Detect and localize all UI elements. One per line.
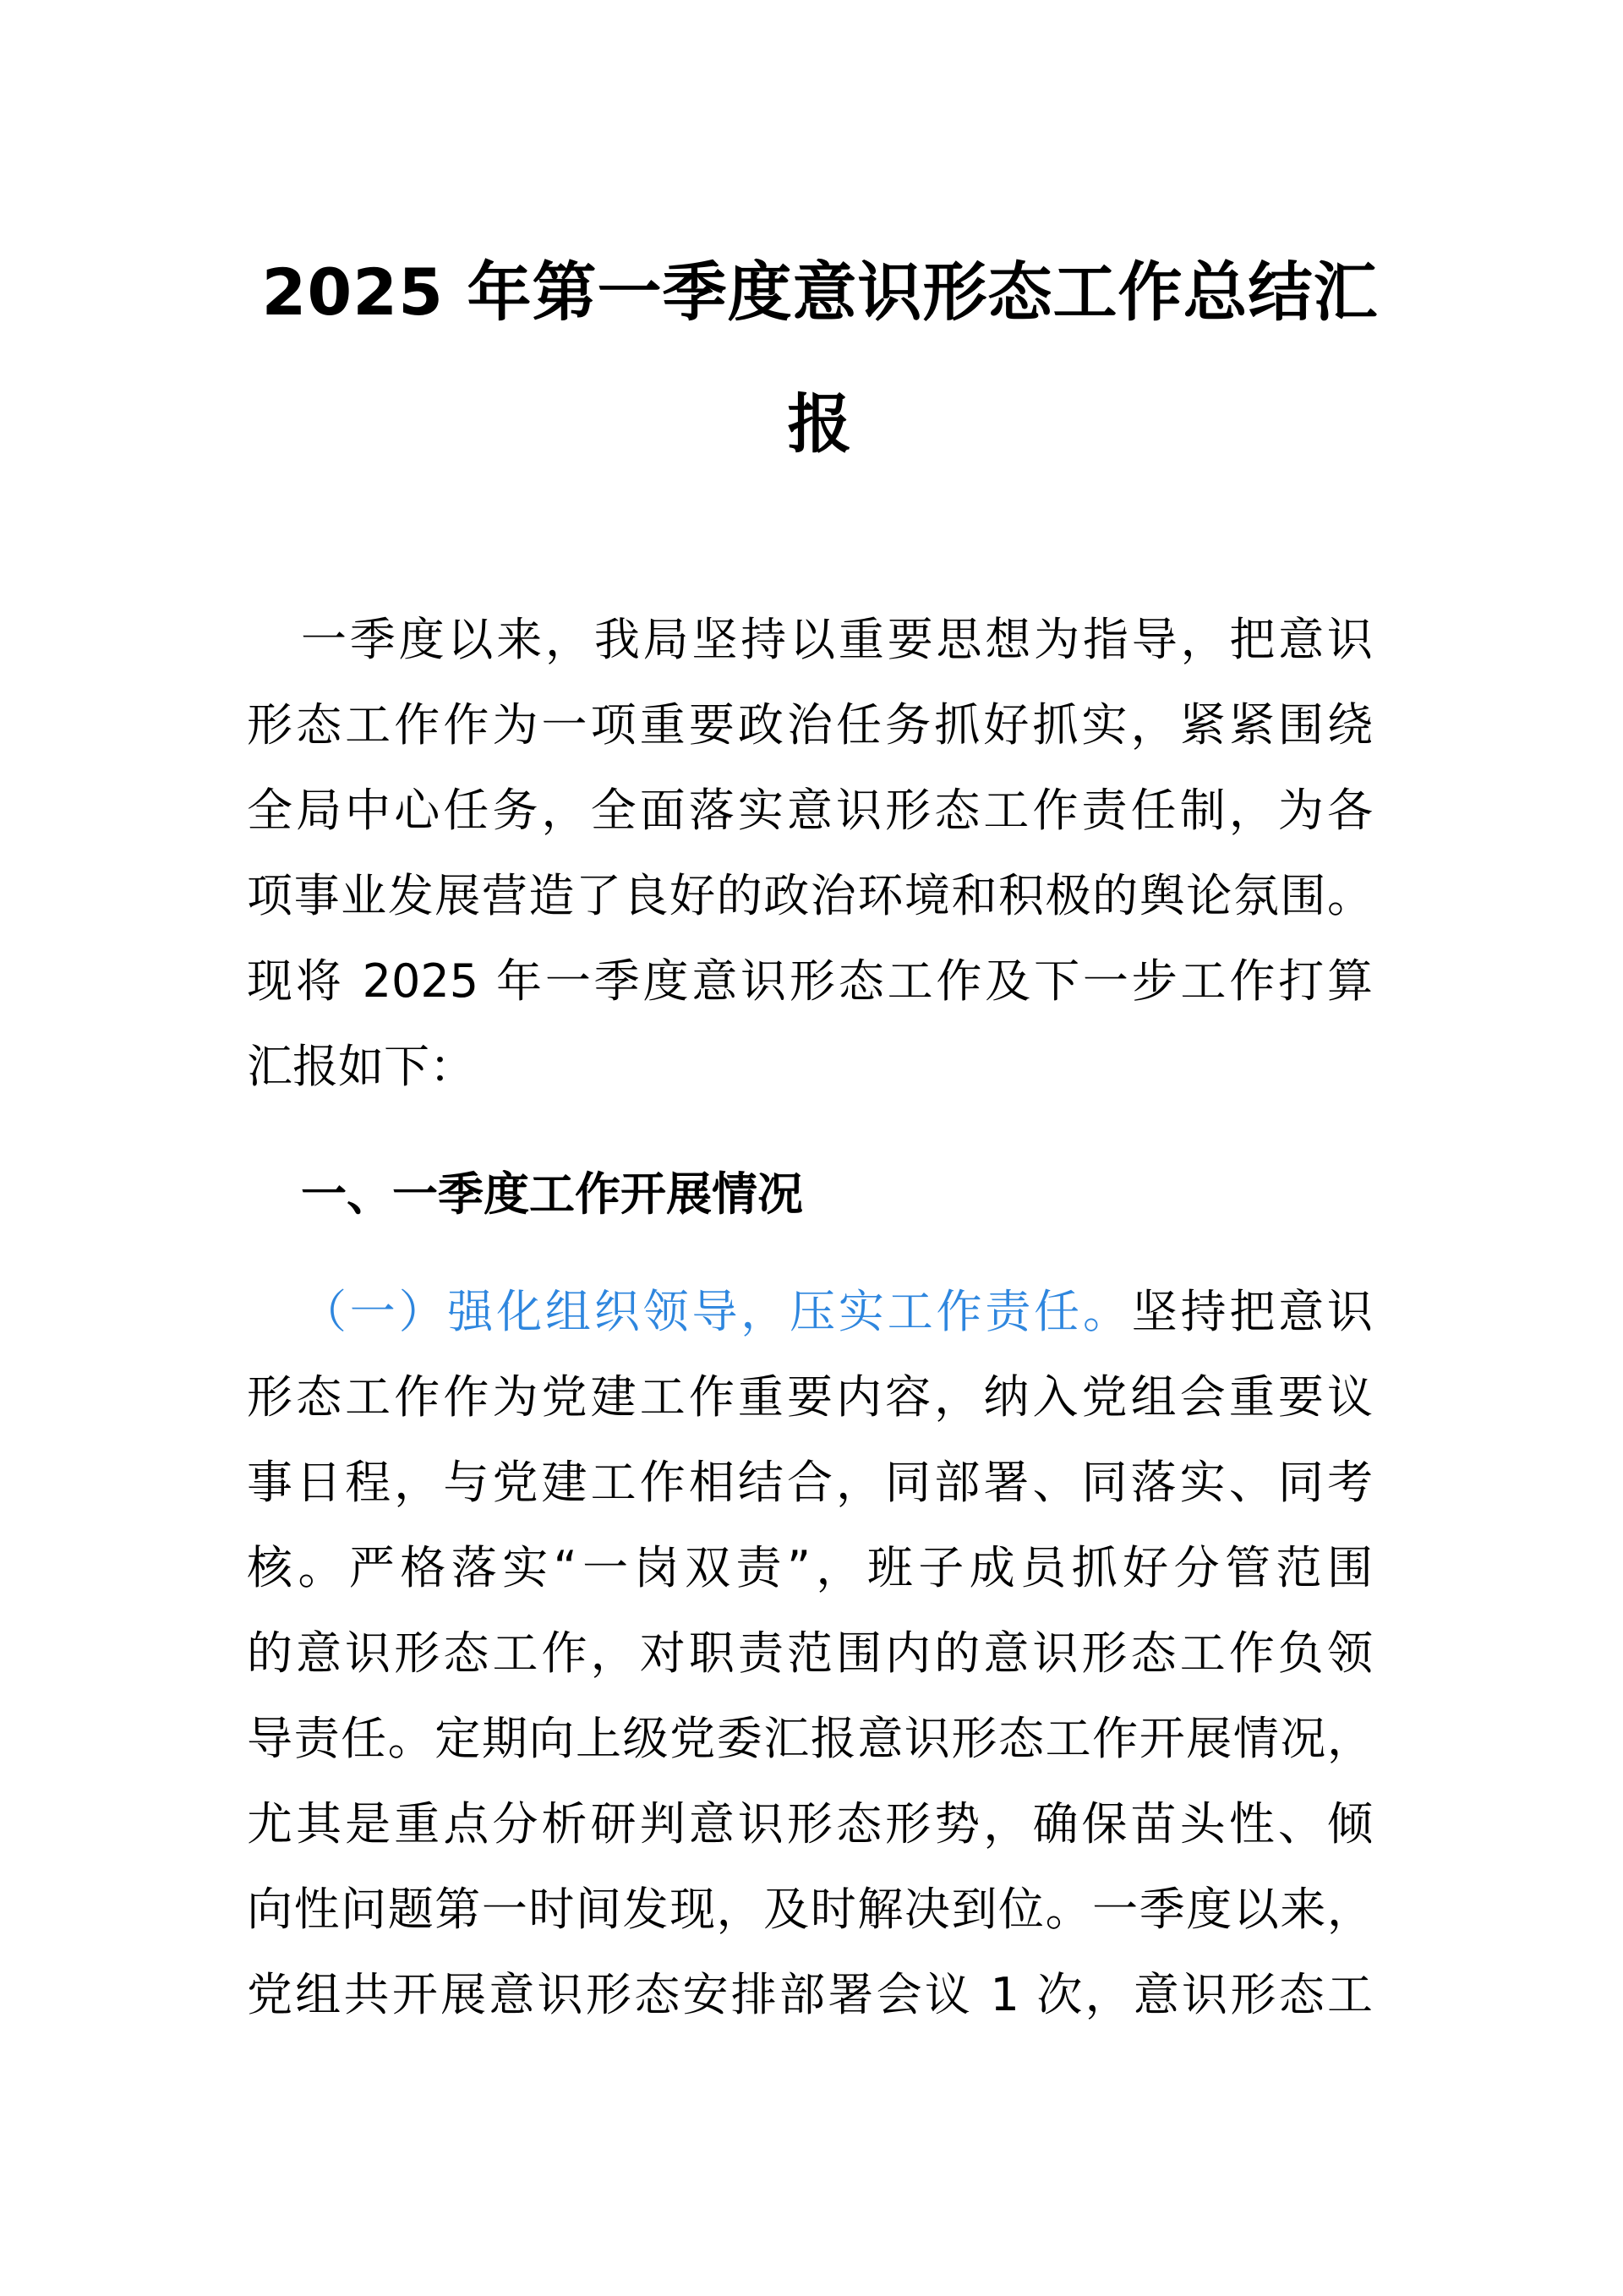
subsection-first-line-rest: 坚持把意识: [1131, 1285, 1374, 1338]
document-title: [237, 227, 1403, 490]
intro-line: 现将 2025 年一季度意识形态工作及下一步工作打算: [247, 954, 1373, 1008]
intro-line: 汇报如下：: [247, 1040, 475, 1093]
intro-line: 项事业发展营造了良好的政治环境和积极的舆论氛围。: [247, 869, 1373, 922]
subsection-line: 的意识形态工作，对职责范围内的意识形态工作负领: [247, 1626, 1373, 1680]
subsection-line: 事日程，与党建工作相结合，同部署、同落实、同考: [247, 1456, 1373, 1509]
subsection-line: 党组共开展意识形态安排部署会议 1 次，意识形态工: [247, 1968, 1373, 2021]
title-line-2: 报: [787, 386, 853, 462]
subsection-paragraph: [247, 1269, 1373, 2037]
subsection-line: 尤其是重点分析研判意识形态形势，确保苗头性、倾: [247, 1797, 1373, 1850]
section-heading: 一、一季度工作开展情况: [301, 1167, 803, 1221]
subsection-heading: （一）强化组织领导，压实工作责任。: [301, 1285, 1132, 1338]
intro-line: 全局中心任务，全面落实意识形态工作责任制，为各: [247, 784, 1373, 837]
subsection-line: 形态工作作为党建工作重要内容，纳入党组会重要议: [247, 1370, 1373, 1424]
subsection-line: 核。严格落实“一岗双责”，班子成员抓好分管范围: [247, 1541, 1373, 1594]
subsection-first-line: [247, 1269, 1373, 1354]
subsection-line: 导责任。定期向上级党委汇报意识形态工作开展情况，: [247, 1712, 1373, 1765]
intro-line: 一季度以来，我局坚持以重要思想为指导，把意识: [301, 613, 1373, 666]
title-line-1: 2025 年第一季度意识形态工作总结汇: [261, 254, 1379, 330]
subsection-line: 向性问题第一时间发现，及时解决到位。一季度以来，: [247, 1883, 1373, 1936]
intro-paragraph: [247, 597, 1373, 1109]
intro-line: 形态工作作为一项重要政治任务抓好抓实，紧紧围绕: [247, 698, 1373, 752]
